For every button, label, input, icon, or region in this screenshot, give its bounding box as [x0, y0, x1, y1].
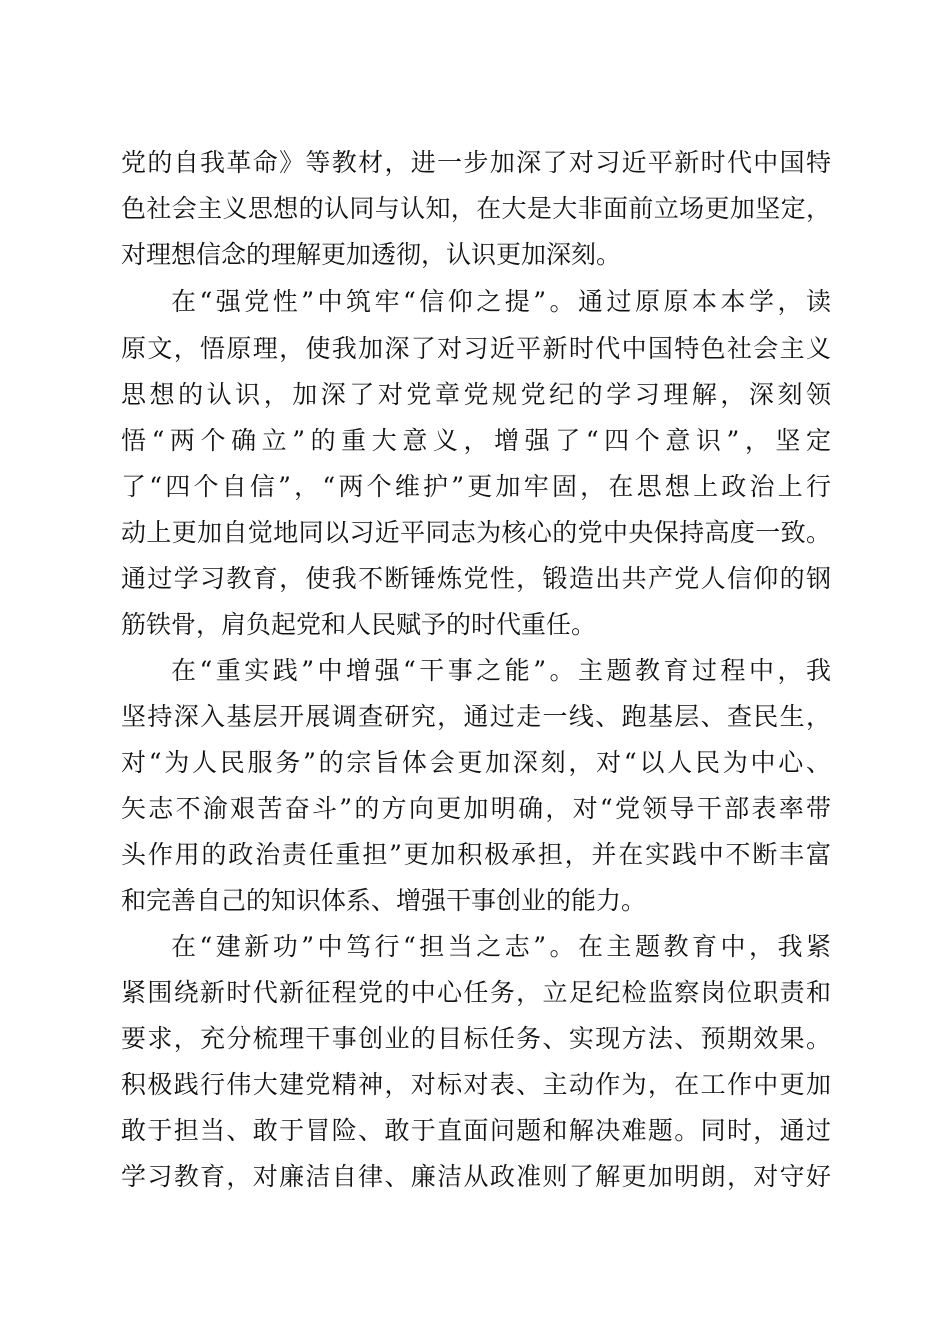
- text-line: 筋铁骨，肩负起党和人民赋予的时代重任。: [121, 610, 597, 639]
- text-line: 敢于担当、敢于冒险、敢于直面问题和解决难题。同时，通过: [121, 1116, 831, 1145]
- text-line: 紧围绕新时代新征程党的中心任务，立足纪检监察岗位职责和: [121, 978, 831, 1007]
- text-line: 积极践行伟大建党精神，对标对表、主动作为，在工作中更加: [121, 1070, 831, 1099]
- text-line: 色社会主义思想的认同与认知，在大是大非面前立场更加坚定，: [121, 194, 831, 223]
- paragraph-heading-line: 在“重实践”中增强“干事之能”。主题教育过程中，我: [171, 656, 831, 685]
- text-line: 要求，充分梳理干事创业的目标任务、实现方法、预期效果。: [121, 1024, 831, 1053]
- text-line: 头作用的政治责任重担”更加积极承担，并在实践中不断丰富: [121, 840, 831, 869]
- text-line: 对理想信念的理解更加透彻，认识更加深刻。: [121, 240, 622, 269]
- text-line: 通过学习教育，使我不断锤炼党性，锻造出共产党人信仰的钢: [121, 564, 831, 593]
- paragraph-heading-line: 在“建新功”中笃行“担当之志”。在主题教育中，我紧: [171, 932, 831, 961]
- text-line: 悟“两个确立”的重大意义，增强了“四个意识”，坚定: [121, 426, 831, 455]
- text-line: 原文，悟原理，使我加深了对习近平新时代中国特色社会主义: [121, 334, 831, 363]
- text-line: 党的自我革命》等教材，进一步加深了对习近平新时代中国特: [121, 148, 831, 177]
- text-line: 动上更加自觉地同以习近平同志为核心的党中央保持高度一致。: [121, 518, 831, 547]
- text-line: 学习教育，对廉洁自律、廉洁从政准则了解更加明朗，对守好: [121, 1162, 831, 1191]
- text-line: 思想的认识，加深了对党章党规党纪的学习理解，深刻领: [121, 380, 831, 409]
- text-line: 了“四个自信”，“两个维护”更加牢固，在思想上政治上行: [121, 472, 831, 501]
- text-line: 坚持深入基层开展调查研究，通过走一线、跑基层、查民生，: [121, 702, 831, 731]
- text-line: 矢志不渝艰苦奋斗”的方向更加明确，对“党领导干部表率带: [121, 794, 831, 823]
- text-line: 和完善自己的知识体系、增强干事创业的能力。: [121, 886, 647, 915]
- paragraph-heading-line: 在“强党性”中筑牢“信仰之提”。通过原原本本学，读: [171, 287, 831, 316]
- text-line: 对“为人民服务”的宗旨体会更加深刻，对“以人民为中心、: [121, 748, 831, 777]
